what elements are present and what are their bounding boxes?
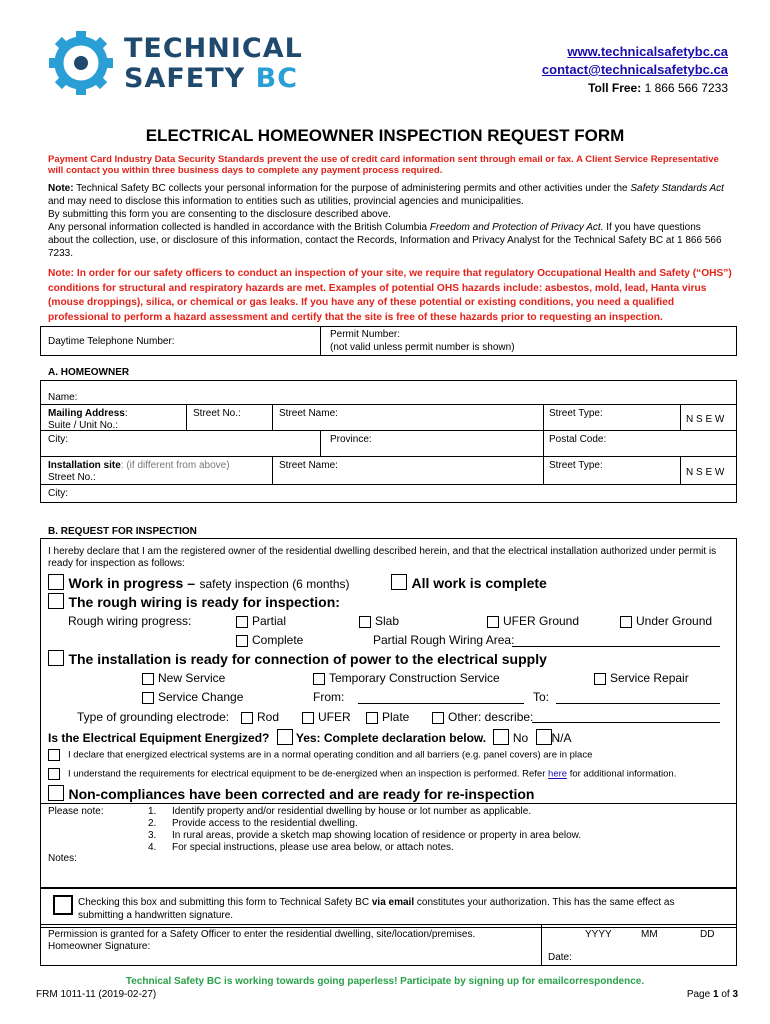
phone-label: Daytime Telephone Number: [48,336,175,347]
email-auth-text: Checking this box and submitting this form to Technical Safety BC via email constitutes your authorization. This has the same effect as submitting a handwritten signature. [78,897,675,921]
plate-option[interactable]: Plate [366,710,409,724]
homeowner-signature-label: Homeowner Signature: [48,941,151,952]
paperless-note: Technical Safety BC is working towards going paperless! Participate by signing up for emailcorrespondence. [125,976,645,987]
pci-notice: Payment Card Industry Data Security Standards prevent the use of credit card information sent through email or fax. A Client Service Representative will contact you within three business days to complete any payment process required. [48,154,719,176]
notes-numbers: 1. 2. 3. 4. [148,806,157,853]
section-a-title: A. HOMEOWNER [48,367,130,378]
street-no-label: Street No.: [193,408,241,419]
name-field[interactable] [80,390,730,404]
nsew-install[interactable]: N S E W [686,467,725,478]
permit-label: Permit Number: [330,329,401,340]
list-item: In rural areas, provide a sketch map showing location of residence or property in area below. [172,830,582,841]
date-field[interactable] [575,940,733,962]
install-street-type-label: Street Type: [549,460,603,471]
energized-no-checkbox[interactable] [493,729,509,745]
name-label: Name: [48,392,78,403]
ufer-ground-checkbox[interactable] [487,616,499,628]
temp-service-checkbox[interactable] [313,673,325,685]
decl1-row: I declare that energized electrical systems are in a normal operating condition and all barriers (e.g. panel covers) are in place [48,749,592,761]
street-type-label: Street Type: [549,408,603,419]
rod-option[interactable]: Rod [241,710,279,724]
install-street-name-label: Street Name: [279,460,338,471]
energized-na-checkbox[interactable] [536,729,552,745]
decl2-checkbox[interactable] [48,768,60,780]
please-note-label: Please note: [48,806,104,817]
service-change-option[interactable]: Service Change [142,690,243,704]
date-label: Date: [548,952,572,963]
permit-field[interactable] [520,330,730,354]
decl2-row: I understand the requirements for electrical equipment to be de-energized when an inspection is performed. Refer here for additional information. [48,768,676,780]
wip-checkbox[interactable] [48,574,64,590]
to-field[interactable] [556,703,720,704]
street-name-label: Street Name: [279,408,338,419]
permission-text: Permission is granted for a Safety Officer to enter the residential dwelling, site/location/premises. [48,929,476,940]
new-service-option[interactable]: New Service [142,671,225,685]
notes-list [172,806,732,854]
declare-text: I hereby declare that I am the registered owner of the residential dwelling described herein, and that the electrical installation authorized under permit is ready for inspection as follows: [48,546,717,569]
service-repair-checkbox[interactable] [594,673,606,685]
yyyy-label: YYYY [585,929,612,940]
mailing-label: Mailing Address: [48,408,128,419]
decl1-checkbox[interactable] [48,749,60,761]
website-link[interactable]: www.technicalsafetybc.ca [567,44,728,59]
under-ground-checkbox[interactable] [620,616,632,628]
notes-label: Notes: [48,853,77,864]
notes-field[interactable] [48,866,732,886]
temp-service-option[interactable]: Temporary Construction Service [313,671,500,685]
logo-line2: SAFETY BC [124,63,299,94]
complete-option[interactable]: Complete [236,633,303,647]
install-street-no-label: Street No.: [48,472,96,483]
slab-checkbox[interactable] [359,616,371,628]
list-item: Identify property and/or residential dwelling by house or lot number as applicable. [172,806,532,817]
page-number: Page 1 of 3 [686,989,738,1000]
city-label: City: [48,434,68,445]
section-b-title: B. REQUEST FOR INSPECTION [48,526,197,537]
province-label: Province: [330,434,372,445]
signature-field[interactable] [180,940,535,962]
postal-label: Postal Code: [549,434,607,445]
email-link[interactable]: contact@technicalsafetybc.ca [541,62,728,77]
all-complete-checkbox[interactable] [391,574,407,590]
connection-row: The installation is ready for connection of power to the electrical supply [48,650,547,669]
logo [48,30,308,100]
here-link[interactable]: here [548,768,568,780]
form-number: FRM 1011-11 (2019-02-27) [36,989,157,1000]
energized-row: Is the Electrical Equipment Energized? Yes: Complete declaration below. No N/A [48,731,572,745]
other-checkbox[interactable] [432,712,444,724]
list-item: For special instructions, please use area below, or attach notes. [172,842,454,853]
dd-label: DD [700,929,715,940]
gear-icon [48,30,114,96]
phone-field[interactable] [50,336,310,350]
rough-row: The rough wiring is ready for inspection: [48,593,340,612]
rough-checkbox[interactable] [48,593,64,609]
other-field[interactable] [532,722,720,723]
under-ground-option[interactable]: Under Ground [620,614,712,628]
page-title: ELECTRICAL HOMEOWNER INSPECTION REQUEST FORM [145,126,625,145]
rod-checkbox[interactable] [241,712,253,724]
other-option[interactable]: Other: describe: [432,710,533,724]
mm-label: MM [641,929,658,940]
rough-progress-label: Rough wiring progress: [68,614,192,628]
ufer-checkbox[interactable] [302,712,314,724]
service-change-checkbox[interactable] [142,692,154,704]
permit-note: (not valid unless permit number is shown) [330,342,515,353]
install-site-label: Installation site: (if different from above) [48,460,230,471]
partial-area-field[interactable] [512,646,720,647]
connection-checkbox[interactable] [48,650,64,666]
all-complete-row: All work is complete [391,574,547,593]
contact-block [428,44,728,95]
grounding-label: Type of grounding electrode: [77,710,230,724]
noncomp-row: Non-compliances have been corrected and are ready for re-inspection [48,785,535,804]
ufer-ground-option[interactable]: UFER Ground [487,614,579,628]
privacy-notice: Note: Technical Safety BC collects your personal information for the purpose of administering permits and other activities under the Safety Standards Act and may need to disclose this information to entities such as utilities, provincial agencies and municipalities. By submitting this form you are consenting to the disclosure described above. Any personal information collected is handled in accordance with the British Columbia Freedom and Protection of Privacy Act. If you have questions about the collection, use, or disclosure of this information, contact the Records, Information and Privacy Analyst for the Technical Safety BC at 1 866 566 7233. [48,183,724,259]
complete-checkbox[interactable] [236,635,248,647]
toll-free: Toll Free: 1 866 566 7233 [588,81,728,95]
list-item: Provide access to the residential dwelling. [172,818,358,829]
new-service-checkbox[interactable] [142,673,154,685]
install-city-label: City: [48,488,68,499]
email-auth-checkbox[interactable] [53,895,73,915]
plate-checkbox[interactable] [366,712,378,724]
suite-label: Suite / Unit No.: [48,420,119,431]
noncomp-checkbox[interactable] [48,785,64,801]
partial-option[interactable]: Partial [236,614,286,628]
partial-checkbox[interactable] [236,616,248,628]
logo-line1: TECHNICAL [124,33,303,64]
slab-option[interactable]: Slab [359,614,399,628]
ohs-note: Note: In order for our safety officers to conduct an inspection of your site, we require that regulatory Occupational Health and Safety (“OHS”) conditions for structural and respiratory hazards are met. Examples of potential OHS hazards include: asbestos, mold, lead, Hanta virus (mouse droppings), silica, or chemical or gas leaks. If you have any of these potential or existing conditions, you need a qualified professional to perform a hazard assessment and certify that the site is free of these hazards prior to requesting an inspection. [48,268,732,323]
wip-row: Work in progress – safety inspection (6 months) [48,574,350,593]
service-repair-option[interactable]: Service Repair [594,671,689,685]
from-field[interactable] [358,703,524,704]
from-label: From: [313,690,345,704]
ufer-option[interactable]: UFER [302,710,351,724]
to-label: To: [533,690,550,704]
energized-yes-checkbox[interactable] [277,729,293,745]
partial-area-label: Partial Rough Wiring Area: [373,633,515,647]
nsew-mailing[interactable]: N S E W [686,414,725,425]
